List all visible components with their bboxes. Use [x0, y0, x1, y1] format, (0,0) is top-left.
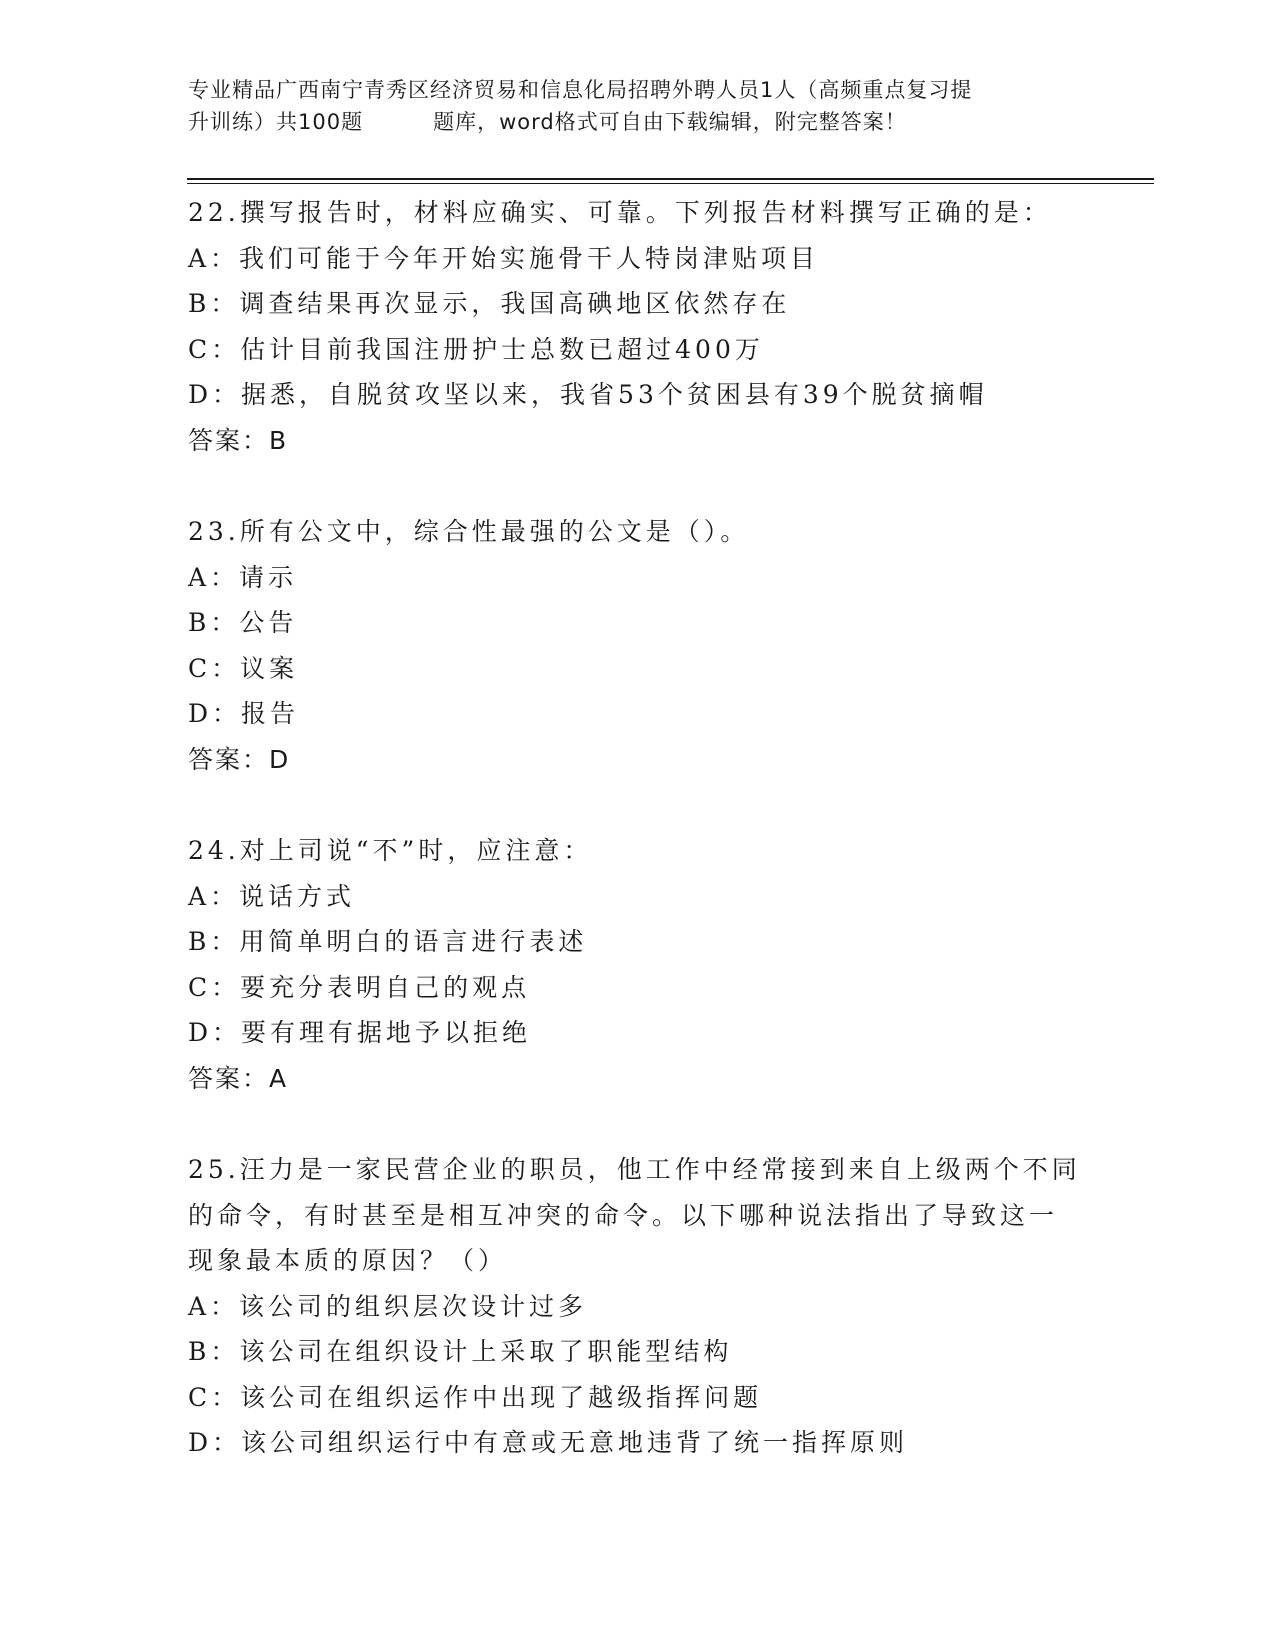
option-b: B：调查结果再次显示，我国高碘地区依然存在 — [188, 289, 791, 318]
answer-line: 答案：A — [188, 1063, 289, 1093]
header-line-2b: 题库，word格式可自由下载编辑，附完整答案！ — [433, 110, 907, 134]
question-stem-line-1: 25.汪力是一家民营企业的职员，他工作中经常接到来自上级两个不同 — [188, 1155, 1081, 1184]
question-stem-line-3: 现象最本质的原因？（） — [188, 1246, 508, 1275]
question-stem: 24.对上司说“不”时，应注意： — [188, 836, 593, 865]
option-b: B：该公司在组织设计上采取了职能型结构 — [188, 1337, 733, 1366]
option-a: A：我们可能于今年开始实施骨干人特岗津贴项目 — [188, 243, 820, 273]
option-c: C：该公司在组织运作中出现了越级指挥问题 — [188, 1382, 763, 1412]
option-c: C：议案 — [188, 653, 299, 683]
question-stem: 23.所有公文中，综合性最强的公文是（）。 — [188, 517, 750, 546]
option-a: A：请示 — [188, 562, 298, 592]
question-24 — [188, 828, 1088, 1101]
answer-line: 答案：D — [188, 744, 291, 774]
option-d: D：该公司组织运行中有意或无意地违背了统一指挥原则 — [188, 1428, 909, 1457]
option-d: D：报告 — [188, 699, 300, 728]
question-stem-line-2: 的命令，有时甚至是相互冲突的命令。以下哪种说法指出了导致这一 — [188, 1200, 1059, 1230]
header-divider-thick — [187, 178, 1154, 180]
header-line-2 — [188, 106, 1088, 138]
answer-line: 答案：B — [188, 425, 289, 455]
header-line-2a: 升训练）共100题 — [188, 110, 364, 134]
question-list — [188, 190, 1088, 1466]
option-c: C：估计目前我国注册护士总数已超过400万 — [188, 334, 764, 364]
option-c: C：要充分表明自己的观点 — [188, 972, 531, 1002]
question-25 — [188, 1147, 1088, 1466]
option-d: D：要有理有据地予以拒绝 — [188, 1018, 532, 1047]
option-b: B：用简单明白的语言进行表述 — [188, 927, 588, 956]
question-stem: 22.撰写报告时，材料应确实、可靠。下列报告材料撰写正确的是： — [188, 198, 1052, 227]
question-22 — [188, 190, 1088, 463]
option-d: D：据悉，自脱贫攻坚以来，我省53个贫困县有39个脱贫摘帽 — [188, 380, 988, 409]
option-a: A：说话方式 — [188, 881, 356, 911]
page-header — [188, 74, 1088, 138]
question-23 — [188, 509, 1088, 782]
header-divider-thin — [187, 183, 1154, 184]
option-b: B：公告 — [188, 608, 298, 637]
option-a: A：该公司的组织层次设计过多 — [188, 1291, 588, 1321]
header-line-1: 专业精品广西南宁青秀区经济贸易和信息化局招聘外聘人员1人（高频重点复习提 — [188, 78, 973, 102]
